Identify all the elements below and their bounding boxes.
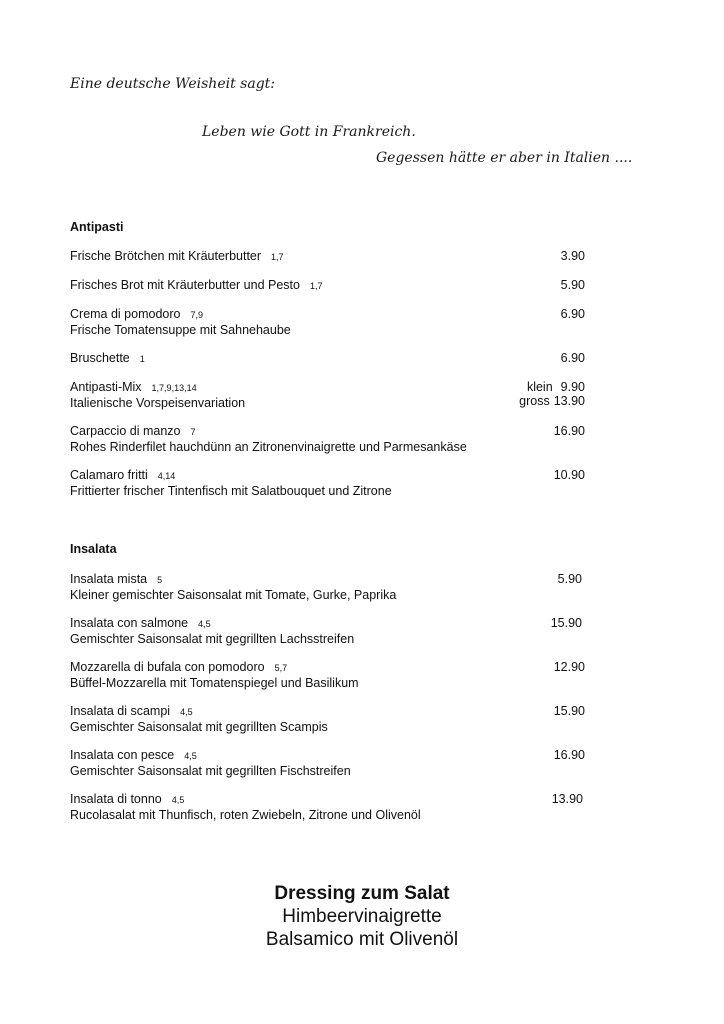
section-title-insalata: Insalata [70,542,117,556]
item-allergens: 4,5 [171,795,185,805]
item-allergens: 5 [157,575,163,585]
item-allergens: 1 [139,354,145,364]
item-allergens: 7,9 [190,310,203,320]
menu-item [70,278,724,294]
menu-item [70,660,724,691]
dressing-block [0,882,724,951]
item-description: Kleiner gemischter Saisonsalat mit Tomate, Gurke, Paprika [70,588,397,602]
item-price: 12.90 [553,660,585,674]
item-price: 5.90 [560,278,585,292]
dressing-option: Himbeervinaigrette [282,906,442,927]
menu-item [70,249,724,265]
item-name: Calamaro fritti [70,468,148,482]
item-description: Büffel-Mozzarella mit Tomatenspiegel und Basilikum [70,676,359,690]
menu-item [70,424,724,455]
item-price: 3.90 [560,249,585,263]
item-description: Gemischter Saisonsalat mit gegrillten Fischstreifen [70,764,351,778]
size-label: gross [519,394,550,408]
menu-item [70,792,724,823]
menu-item [70,748,724,779]
item-name: Insalata con salmone [70,616,189,630]
item-name: Insalata di scampi [70,704,171,718]
item-description: Gemischter Saisonsalat mit gegrillten Scampis [70,720,328,734]
item-name: Frische Brötchen mit Kräuterbutter [70,249,262,263]
intro-line-2: Leben wie Gott in Frankreich. [202,124,416,140]
item-name: Insalata mista [70,572,148,586]
item-price: 16.90 [553,424,585,438]
item-description: Frische Tomatensuppe mit Sahnehaube [70,323,291,337]
item-description: Italienische Vorspeisenvariation [70,396,246,410]
item-price: 5.90 [557,572,582,586]
section-title-antipasti: Antipasti [70,220,124,234]
item-allergens: 4,5 [180,707,193,717]
dressing-title: Dressing zum Salat [274,883,450,904]
menu-item [70,704,724,735]
dressing-option: Balsamico mit Olivenöl [265,929,459,950]
item-allergens: 1,7 [271,252,284,262]
item-price: 15.90 [553,704,585,718]
item-description: Gemischter Saisonsalat mit gegrillten Lachsstreifen [70,632,355,646]
item-allergens: 5,7 [274,663,288,673]
item-name: Bruschette [70,351,130,365]
item-allergens: 1,7,9,13,14 [151,383,197,393]
item-name: Insalata con pesce [70,748,175,762]
item-price: 15.90 [550,616,582,630]
item-price: 16.90 [553,748,585,762]
item-description: Rohes Rinderfilet hauchdünn an Zitronenvinaigrette und Parmesankäse [70,440,467,454]
item-size-prices [519,380,585,408]
item-name: Carpaccio di manzo [70,424,181,438]
size-price: 13.90 [553,394,585,408]
item-name: Insalata di tonno [70,792,162,806]
item-name: Crema di pomodoro [70,307,181,321]
size-label: klein [526,380,553,394]
item-price: 6.90 [560,351,585,365]
item-name: Antipasti-Mix [70,380,142,394]
item-price: 6.90 [560,307,585,321]
item-allergens: 7 [190,427,196,437]
item-price: 13.90 [551,792,583,806]
item-name: Mozzarella di bufala con pomodoro [70,660,265,674]
item-name: Frisches Brot mit Kräuterbutter und Pesto [70,278,300,292]
intro-line-1: Eine deutsche Weisheit sagt: [70,76,276,92]
item-price: 10.90 [553,468,585,482]
item-allergens: 4,14 [157,471,176,481]
menu-item [70,351,724,367]
item-allergens: 1,7 [309,281,323,291]
menu-item [70,307,724,338]
intro-line-3: Gegessen hätte er aber in Italien .... [376,150,633,166]
menu-item [70,380,724,411]
item-allergens: 4,5 [184,751,197,761]
size-price: 9.90 [560,380,585,394]
item-description: Frittierter frischer Tintenfisch mit Salatbouquet und Zitrone [70,484,392,498]
item-description: Rucolasalat mit Thunfisch, roten Zwiebeln, Zitrone und Olivenöl [70,808,421,822]
item-allergens: 4,5 [198,619,211,629]
menu-item [70,572,724,603]
menu-item [70,616,724,647]
menu-item [70,468,724,499]
